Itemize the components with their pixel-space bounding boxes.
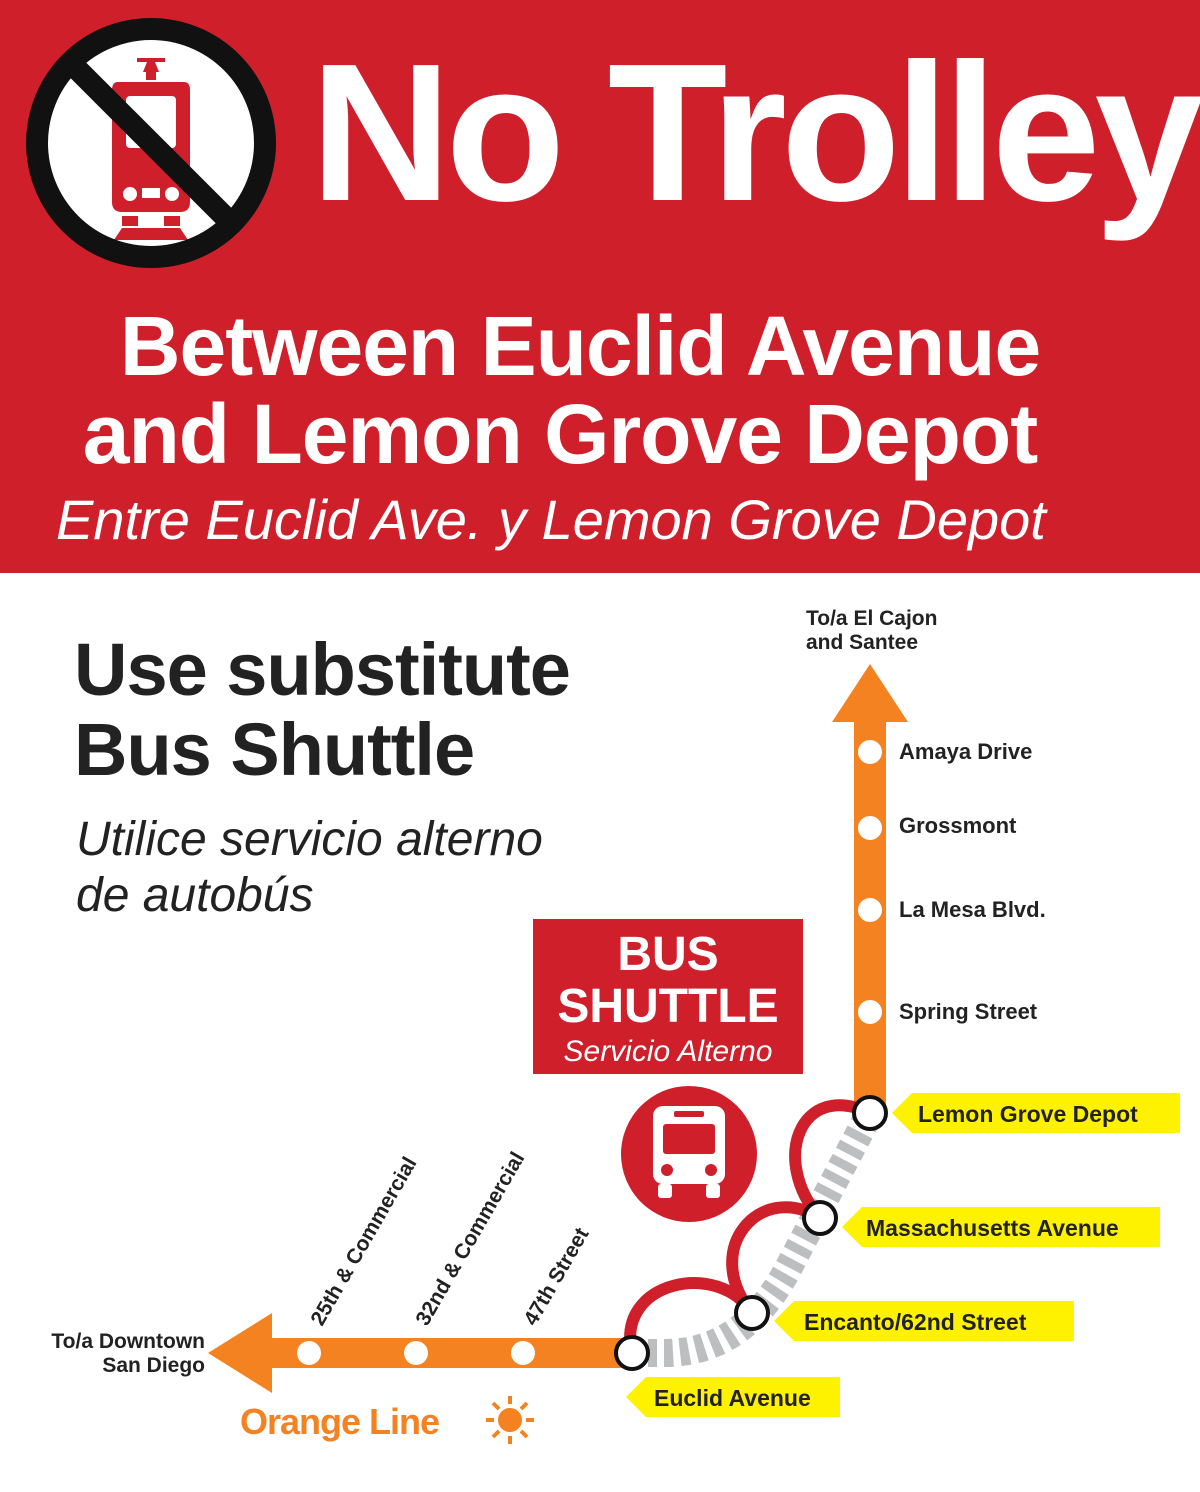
sun-icon bbox=[486, 1396, 534, 1444]
tag-euclid bbox=[626, 1377, 840, 1417]
station-label: Lemon Grove Depot bbox=[918, 1101, 1138, 1127]
subtitle-line2: and Lemon Grove Depot bbox=[82, 387, 1038, 481]
shuttle-sign-spanish: Servicio Alterno bbox=[563, 1035, 773, 1068]
shuttle-sign-line1: BUS bbox=[617, 928, 719, 981]
north-arrow-icon bbox=[832, 664, 908, 722]
station-label: Amaya Drive bbox=[899, 739, 1033, 764]
west-arrow-icon bbox=[208, 1313, 272, 1393]
notice-line1: Use substitute bbox=[74, 628, 570, 711]
page-title: No Trolley bbox=[310, 23, 1198, 242]
notice-line2: Bus Shuttle bbox=[74, 708, 475, 791]
station-label: La Mesa Blvd. bbox=[899, 897, 1046, 922]
station-dot-grossmont bbox=[858, 816, 882, 840]
station-dot-euclid bbox=[616, 1337, 648, 1369]
destination-north-line2: and Santee bbox=[806, 631, 919, 654]
station-dot-25th bbox=[297, 1341, 321, 1365]
destination-west-line1: To/a Downtown bbox=[51, 1330, 205, 1353]
destination-north-line1: To/a El Cajon bbox=[806, 607, 938, 630]
station-dot-la-mesa bbox=[858, 898, 882, 922]
station-dot-spring bbox=[858, 1000, 882, 1024]
station-dot-47th bbox=[511, 1341, 535, 1365]
station-label: 25th & Commercial bbox=[306, 1153, 422, 1330]
station-label: 32nd & Commercial bbox=[411, 1148, 530, 1330]
station-label: Massachusetts Avenue bbox=[866, 1215, 1119, 1241]
station-label: 47th Street bbox=[519, 1223, 594, 1330]
tag-encanto bbox=[774, 1301, 1074, 1341]
station-dot-32nd bbox=[404, 1341, 428, 1365]
notice-es-line2: de autobús bbox=[76, 869, 314, 922]
station-label: Euclid Avenue bbox=[654, 1385, 811, 1411]
tag-massachusetts bbox=[842, 1207, 1160, 1247]
notice-es-line1: Utilice servicio alterno bbox=[76, 813, 543, 866]
station-dot-massachusetts bbox=[804, 1202, 836, 1234]
destination-west-line2: San Diego bbox=[102, 1354, 205, 1377]
station-dot-lemon-grove bbox=[854, 1097, 886, 1129]
station-dot-amaya bbox=[858, 740, 882, 764]
tag-lemon-grove bbox=[892, 1093, 1180, 1133]
station-label: Encanto/62nd Street bbox=[804, 1309, 1027, 1335]
subtitle-line1: Between Euclid Avenue bbox=[119, 299, 1041, 393]
shuttle-sign-line2: SHUTTLE bbox=[557, 980, 779, 1033]
station-dot-encanto bbox=[736, 1297, 768, 1329]
station-label: Grossmont bbox=[899, 813, 1017, 838]
bus-icon bbox=[621, 1086, 757, 1222]
station-label: Spring Street bbox=[899, 999, 1038, 1024]
line-name: Orange Line bbox=[240, 1401, 440, 1442]
subtitle-spanish: Entre Euclid Ave. y Lemon Grove Depot bbox=[56, 488, 1046, 551]
